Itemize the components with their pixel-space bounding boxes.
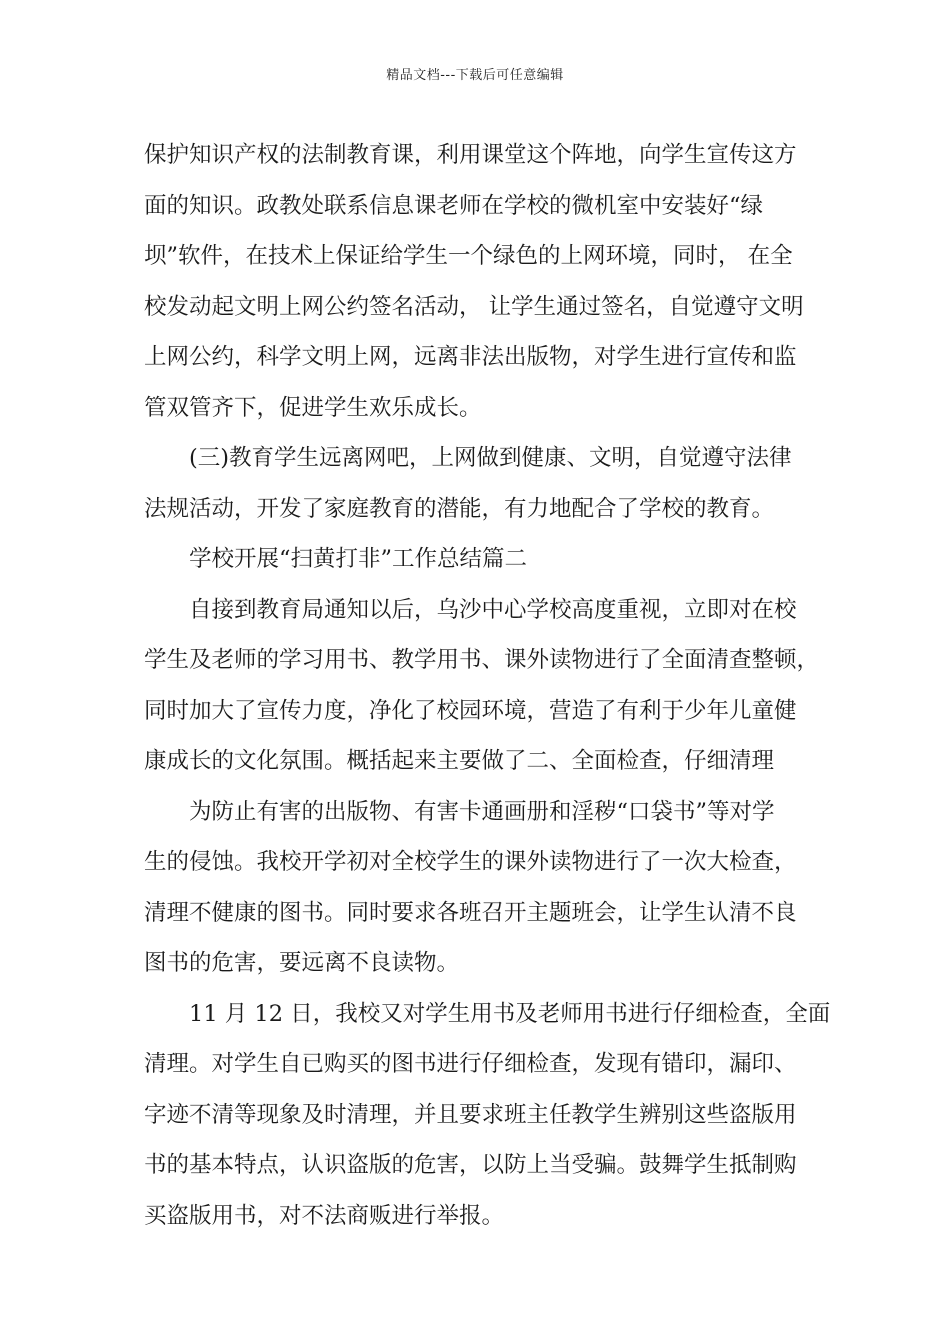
- text-line: 上网公约，科学文明上网，远离非法出版物，对学生进行宣传和监: [144, 344, 797, 370]
- text-line: 为防止有害的出版物、有害卡通画册和淫秽“口袋书”等对学: [189, 798, 775, 825]
- paragraph: [144, 787, 824, 989]
- document-body: [144, 130, 831, 1241]
- text-line: 康成长的文化氛围。概括起来主要做了二、全面检查，仔细清理: [144, 748, 775, 774]
- text-line: 学生及老师的学习用书、教学用书、课外读物进行了全面清查整顿，: [144, 647, 820, 673]
- text-line: 同时加大了宣传力度，净化了校园环境，营造了有利于少年儿童健: [144, 697, 797, 724]
- paragraph: [144, 433, 824, 534]
- text-line: 清理。对学生自已购买的图书进行仔细检查，发现有错印，漏印、: [144, 1051, 797, 1077]
- text-line: 字迹不清等现象及时清理，并且要求班主任教学生辨别这些盗版用: [144, 1101, 797, 1128]
- text-line: 清理不健康的图书。同时要求各班召开主题班会，让学生认清不良: [144, 899, 797, 926]
- text-line: 书的基本特点，认识盗版的危害，以防上当受骗。鼓舞学生抵制购: [144, 1152, 797, 1178]
- text-line: 坝”软件，在技术上保证给学生一个绿色的上网环境，同时， 在全: [144, 243, 793, 269]
- text-line: 买盗版用书，对不法商贩进行举报。: [144, 1202, 505, 1229]
- text-line: 校发动起文明上网公约签名活动， 让学生通过签名，自觉遵守文明: [144, 293, 804, 320]
- paragraph: [144, 130, 824, 433]
- paragraph: [144, 585, 824, 787]
- paragraph: [144, 989, 831, 1242]
- text-line: 面的知识。政教处联系信息课老师在学校的微机室中安装好“绿: [144, 192, 764, 219]
- text-line: 法规活动，开发了家庭教育的潜能，有力地配合了学校的教育。: [144, 495, 775, 522]
- text-line: 保护知识产权的法制教育课，利用课堂这个阵地，向学生宣传这方: [144, 142, 797, 168]
- text-line: 自接到教育局通知以后，乌沙中心学校高度重视，立即对在校: [189, 596, 797, 623]
- text-line: (三)教育学生远离网吧，上网做到健康、文明，自觉遵守法律: [189, 445, 792, 471]
- text-line: 生的侵蚀。我校开学初对全校学生的课外读物进行了一次大检查，: [144, 849, 797, 875]
- text-line: 图书的危害，要远离不良读物。: [144, 950, 460, 976]
- page-header: 精品文档---下载后可任意编辑: [386, 68, 564, 83]
- text-line: 11 月 12 日，我校又对学生用书及老师用书进行仔细检查，全面: [189, 1000, 831, 1027]
- section-heading: [144, 534, 824, 585]
- heading-text: 学校开展“扫黄打非”工作总结篇二: [189, 546, 528, 572]
- text-line: 管双管齐下，促进学生欢乐成长。: [144, 394, 482, 421]
